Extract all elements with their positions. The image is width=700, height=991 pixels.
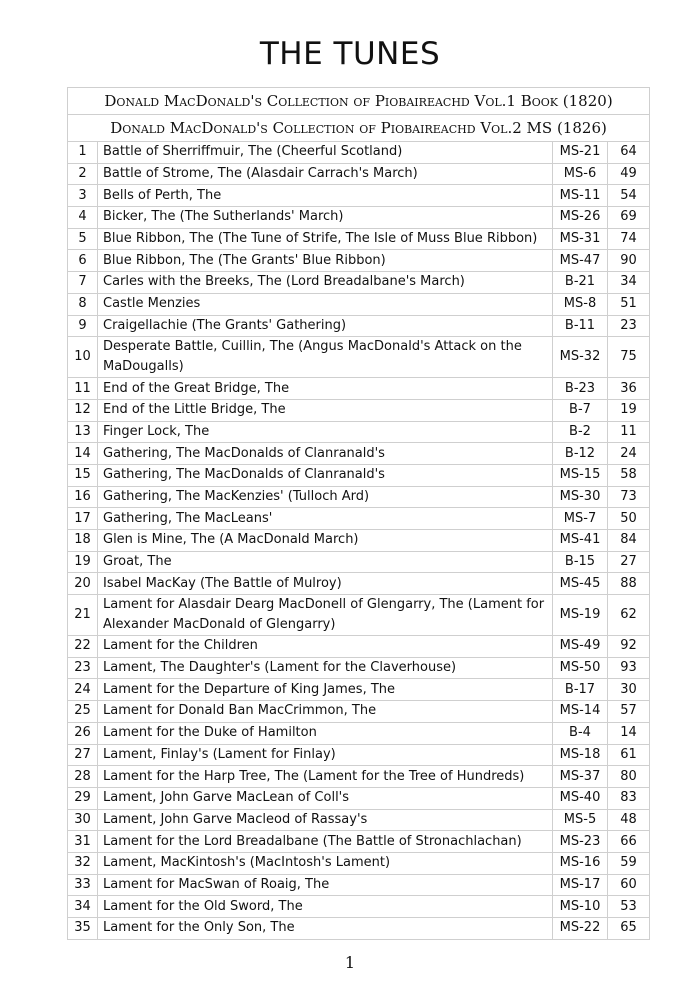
page-ref: 61 [608, 744, 650, 766]
table-row [68, 486, 650, 508]
manuscript-ref: MS-50 [553, 657, 608, 679]
table-row [68, 378, 650, 400]
tune-name: Battle of Sherriffmuir, The (Cheerful Scotland) [98, 142, 553, 164]
tune-number: 34 [68, 896, 98, 918]
tune-name: Lament, John Garve Macleod of Rassay's [98, 809, 553, 831]
tune-name: Gathering, The MacKenzies' (Tulloch Ard) [98, 486, 553, 508]
table-row [68, 831, 650, 853]
page-ref: 58 [608, 464, 650, 486]
manuscript-ref: B-17 [553, 679, 608, 701]
table-row [68, 852, 650, 874]
manuscript-ref: MS-6 [553, 163, 608, 185]
page-ref: 59 [608, 852, 650, 874]
tune-number: 29 [68, 787, 98, 809]
page-number: 1 [344, 953, 356, 972]
tune-number: 18 [68, 530, 98, 552]
page-ref: 62 [608, 595, 650, 636]
page-ref: 69 [608, 207, 650, 229]
tune-name: Carles with the Breeks, The (Lord Breadalbane's March) [98, 272, 553, 294]
manuscript-ref: MS-30 [553, 486, 608, 508]
tune-number: 11 [68, 378, 98, 400]
tune-name: Finger Lock, The [98, 421, 553, 443]
table-row [68, 228, 650, 250]
manuscript-ref: MS-19 [553, 595, 608, 636]
manuscript-ref: B-11 [553, 315, 608, 337]
table-row [68, 399, 650, 421]
table-row [68, 657, 650, 679]
tune-number: 7 [68, 272, 98, 294]
table-row [68, 573, 650, 595]
tune-name: Lament for the Old Sword, The [98, 896, 553, 918]
tune-number: 5 [68, 228, 98, 250]
table-row [68, 551, 650, 573]
manuscript-ref: MS-47 [553, 250, 608, 272]
page-ref: 90 [608, 250, 650, 272]
table-row [68, 595, 650, 636]
manuscript-ref: MS-10 [553, 896, 608, 918]
table-row [68, 337, 650, 378]
tune-name: Desperate Battle, Cuillin, The (Angus MacDonald's Attack on the MaDougalls) [98, 337, 553, 378]
table-row [68, 293, 650, 315]
page-ref: 93 [608, 657, 650, 679]
tune-number: 6 [68, 250, 98, 272]
tune-name: Gathering, The MacDonalds of Clanranald's [98, 443, 553, 465]
page-ref: 88 [608, 573, 650, 595]
tune-number: 33 [68, 874, 98, 896]
tune-name: Bells of Perth, The [98, 185, 553, 207]
table-row [68, 185, 650, 207]
page-ref: 19 [608, 399, 650, 421]
tune-name: Isabel MacKay (The Battle of Mulroy) [98, 573, 553, 595]
page-ref: 49 [608, 163, 650, 185]
table-row [68, 163, 650, 185]
tune-number: 25 [68, 701, 98, 723]
tune-name: Lament for the Lord Breadalbane (The Battle of Stronachlachan) [98, 831, 553, 853]
manuscript-ref: MS-15 [553, 464, 608, 486]
tune-name: Blue Ribbon, The (The Tune of Strife, The Isle of Muss Blue Ribbon) [98, 228, 553, 250]
manuscript-ref: MS-14 [553, 701, 608, 723]
page-ref: 60 [608, 874, 650, 896]
tune-number: 20 [68, 573, 98, 595]
manuscript-ref: MS-5 [553, 809, 608, 831]
page-ref: 36 [608, 378, 650, 400]
manuscript-ref: B-7 [553, 399, 608, 421]
tune-number: 9 [68, 315, 98, 337]
table-row [68, 766, 650, 788]
tune-number: 19 [68, 551, 98, 573]
page-title: THE TUNES [259, 36, 441, 72]
table-row [68, 250, 650, 272]
tune-number: 4 [68, 207, 98, 229]
tune-number: 2 [68, 163, 98, 185]
tune-number: 28 [68, 766, 98, 788]
page-ref: 73 [608, 486, 650, 508]
manuscript-ref: MS-23 [553, 831, 608, 853]
tune-name: Lament, The Daughter's (Lament for the Claverhouse) [98, 657, 553, 679]
tune-number: 30 [68, 809, 98, 831]
tune-number: 22 [68, 636, 98, 658]
page-ref: 74 [608, 228, 650, 250]
table-row [68, 787, 650, 809]
page-ref: 48 [608, 809, 650, 831]
tune-number: 1 [68, 142, 98, 164]
manuscript-ref: B-12 [553, 443, 608, 465]
tune-number: 24 [68, 679, 98, 701]
tune-name: Castle Menzies [98, 293, 553, 315]
tune-name: Lament for the Departure of King James, The [98, 679, 553, 701]
page-ref: 65 [608, 918, 650, 940]
tune-number: 31 [68, 831, 98, 853]
table-row [68, 464, 650, 486]
manuscript-ref: MS-21 [553, 142, 608, 164]
page-ref: 34 [608, 272, 650, 294]
tune-name: Lament for the Only Son, The [98, 918, 553, 940]
table-row [68, 530, 650, 552]
table-row [68, 636, 650, 658]
collection-header-vol1: Donald MacDonald's Collection of Piobaireachd Vol.1 Book (1820) [68, 88, 650, 115]
manuscript-ref: MS-11 [553, 185, 608, 207]
tune-name: End of the Little Bridge, The [98, 399, 553, 421]
tune-name: Lament, John Garve MacLean of Coll's [98, 787, 553, 809]
manuscript-ref: MS-17 [553, 874, 608, 896]
manuscript-ref: B-4 [553, 722, 608, 744]
tune-number: 15 [68, 464, 98, 486]
tune-name: Groat, The [98, 551, 553, 573]
tune-name: Gathering, The MacLeans' [98, 508, 553, 530]
page-ref: 53 [608, 896, 650, 918]
collection-header-vol2: Donald MacDonald's Collection of Piobaireachd Vol.2 MS (1826) [68, 115, 650, 142]
page-ref: 64 [608, 142, 650, 164]
page-ref: 80 [608, 766, 650, 788]
tune-name: End of the Great Bridge, The [98, 378, 553, 400]
page-ref: 51 [608, 293, 650, 315]
tune-number: 26 [68, 722, 98, 744]
table-row [68, 744, 650, 766]
manuscript-ref: B-21 [553, 272, 608, 294]
tune-number: 17 [68, 508, 98, 530]
tunes-table [67, 87, 650, 940]
table-row [68, 679, 650, 701]
table-row [68, 207, 650, 229]
table-row [68, 315, 650, 337]
page-ref: 54 [608, 185, 650, 207]
tune-number: 10 [68, 337, 98, 378]
page-ref: 23 [608, 315, 650, 337]
manuscript-ref: MS-37 [553, 766, 608, 788]
page-ref: 57 [608, 701, 650, 723]
manuscript-ref: B-2 [553, 421, 608, 443]
manuscript-ref: MS-41 [553, 530, 608, 552]
tune-name: Gathering, The MacDonalds of Clanranald's [98, 464, 553, 486]
table-header-row [68, 115, 650, 142]
tune-number: 23 [68, 657, 98, 679]
page-ref: 27 [608, 551, 650, 573]
manuscript-ref: MS-40 [553, 787, 608, 809]
table-header-row [68, 88, 650, 115]
table-row [68, 874, 650, 896]
table-row [68, 701, 650, 723]
page-ref: 50 [608, 508, 650, 530]
table-row [68, 508, 650, 530]
tune-number: 16 [68, 486, 98, 508]
manuscript-ref: MS-26 [553, 207, 608, 229]
page-ref: 84 [608, 530, 650, 552]
page-ref: 83 [608, 787, 650, 809]
tune-name: Battle of Strome, The (Alasdair Carrach's March) [98, 163, 553, 185]
tune-number: 35 [68, 918, 98, 940]
tune-number: 32 [68, 852, 98, 874]
page-ref: 14 [608, 722, 650, 744]
tune-name: Lament for Donald Ban MacCrimmon, The [98, 701, 553, 723]
tune-name: Lament for the Children [98, 636, 553, 658]
page-ref: 66 [608, 831, 650, 853]
manuscript-ref: MS-32 [553, 337, 608, 378]
page-ref: 92 [608, 636, 650, 658]
page-ref: 11 [608, 421, 650, 443]
tune-number: 14 [68, 443, 98, 465]
table-row [68, 142, 650, 164]
tune-number: 8 [68, 293, 98, 315]
tune-number: 21 [68, 595, 98, 636]
manuscript-ref: MS-18 [553, 744, 608, 766]
tune-name: Glen is Mine, The (A MacDonald March) [98, 530, 553, 552]
manuscript-ref: B-23 [553, 378, 608, 400]
table-row [68, 809, 650, 831]
tune-name: Lament, MacKintosh's (MacIntosh's Lament) [98, 852, 553, 874]
manuscript-ref: MS-7 [553, 508, 608, 530]
manuscript-ref: B-15 [553, 551, 608, 573]
table-row [68, 896, 650, 918]
manuscript-ref: MS-45 [553, 573, 608, 595]
tune-name: Lament for Alasdair Dearg MacDonell of Glengarry, The (Lament for Alexander MacDonald of Glengarry) [98, 595, 553, 636]
tune-number: 27 [68, 744, 98, 766]
tune-number: 3 [68, 185, 98, 207]
table-row [68, 443, 650, 465]
page-ref: 24 [608, 443, 650, 465]
tune-name: Lament for the Harp Tree, The (Lament for the Tree of Hundreds) [98, 766, 553, 788]
manuscript-ref: MS-49 [553, 636, 608, 658]
table-row [68, 421, 650, 443]
manuscript-ref: MS-16 [553, 852, 608, 874]
page-ref: 75 [608, 337, 650, 378]
tune-name: Craigellachie (The Grants' Gathering) [98, 315, 553, 337]
tune-name: Bicker, The (The Sutherlands' March) [98, 207, 553, 229]
tune-name: Lament, Finlay's (Lament for Finlay) [98, 744, 553, 766]
page-ref: 30 [608, 679, 650, 701]
tune-name: Lament for the Duke of Hamilton [98, 722, 553, 744]
table-row [68, 272, 650, 294]
table-row [68, 918, 650, 940]
tune-number: 12 [68, 399, 98, 421]
tune-name: Blue Ribbon, The (The Grants' Blue Ribbon) [98, 250, 553, 272]
tune-number: 13 [68, 421, 98, 443]
table-row [68, 722, 650, 744]
manuscript-ref: MS-31 [553, 228, 608, 250]
manuscript-ref: MS-22 [553, 918, 608, 940]
tune-name: Lament for MacSwan of Roaig, The [98, 874, 553, 896]
manuscript-ref: MS-8 [553, 293, 608, 315]
